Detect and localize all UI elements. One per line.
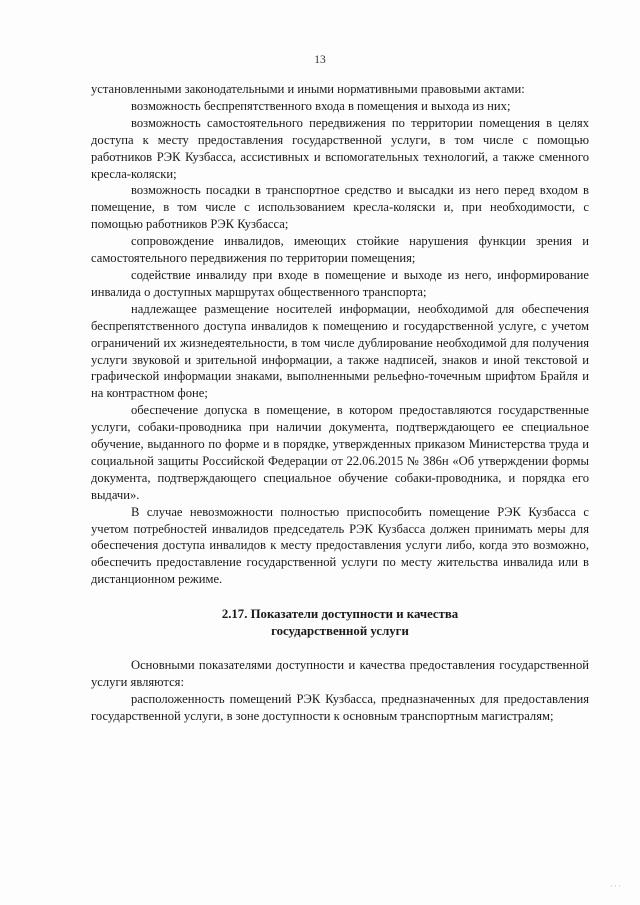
paragraph-transport-location: расположенность помещений РЭК Кузбасса, предназначенных для предоставления государственной услуги, в зоне доступности к основным транспортным магистралям; (91, 692, 589, 723)
paragraph-escort: сопровождение инвалидов, имеющих стойкие нарушения функции зрения и самостоятельного передвижения по территории помещения; (91, 234, 589, 266)
document-body (91, 81, 589, 725)
paragraph-guide-dog: обеспечение допуска в помещение, в котором предоставляются государственные услуги, собаки-проводника при наличии документа, подтверждающего ее специальное обучение, выданного по форме и в порядке, утвержденных приказом Министерства труда и социальной защиты Российской Федерации от 22.06.2015 № 386н «Об утверждении формы документа, подтверждающего специальное обучение собаки-проводника, и порядка его выдачи». (91, 403, 589, 502)
corner-mark: ··· (610, 881, 622, 891)
section-heading-line-2: государственной услуги (271, 624, 409, 639)
paragraph-independent-movement: возможность самостоятельного передвижения по территории помещения в целях доступа к месту предоставления государственной услуги, в том числе с помощью работников РЭК Кузбасса, ассистивных и вспомогательных технологий, а также сменного кресла-коляски; (91, 115, 589, 181)
paragraph-entrance-access: возможность беспрепятственного входа в помещения и выхода из них; (131, 98, 511, 113)
section-heading (91, 606, 589, 640)
page-number: 13 (314, 54, 326, 66)
paragraph-continuation: установленными законодательными и иными нормативными правовыми актами: (91, 82, 525, 96)
paragraph-impossibility-case: В случае невозможности полностью приспособить помещение РЭК Кузбасса с учетом потребностей инвалидов председатель РЭК Кузбасса должен принимать меры для обеспечения доступа инвалидов к месту предоставления услуги либо, когда это возможно, обеспечить предоставление государственной услуги по месту жительства инвалида или в дистанционном режиме. (91, 504, 589, 587)
section-heading-line-1: 2.17. Показатели доступности и качества (221, 607, 459, 622)
paragraph-assistance: содействие инвалиду при входе в помещение и выходе из него, информирование инвалида о доступных маршрутах общественного транспорта; (91, 267, 589, 299)
paragraph-information-placement: надлежащее размещение носителей информации, необходимой для обеспечения беспрепятственного доступа инвалидов к помещению и государственной услуге, с учетом ограничений их жизнедеятельности, в том числе дублирование необходимой для получения услуги звуковой и зрительной информации, а также надписей, знаков и иной текстовой и графической информации знаками, выполненными рельефно-точечным шрифтом Брайля и на контрастном фоне; (91, 301, 589, 401)
paragraph-vehicle-boarding: возможность посадки в транспортное средство и высадки из него перед входом в помещение, в том числе с использованием кресла-коляски и, при необходимости, с помощью работников РЭК Кузбасса; (91, 183, 589, 232)
paragraph-main-indicators: Основными показателями доступности и качества предоставления государственной услуги являются: (91, 658, 589, 690)
